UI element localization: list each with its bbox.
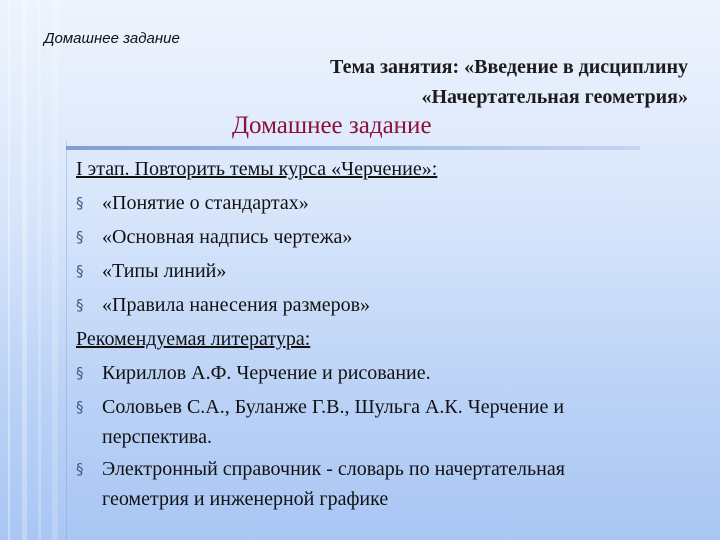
literature-item-text (102, 390, 696, 452)
decorative-stripe (66, 140, 67, 540)
literature-item (76, 452, 696, 514)
list-item-text: «Основная надпись чертежа» (102, 226, 353, 248)
square-bullet-icon: § (76, 262, 84, 280)
literature-item-line: геометрия и инженерной графике (102, 488, 389, 510)
list-item (76, 186, 696, 220)
decorative-stripe (8, 0, 10, 540)
content-body (76, 152, 696, 514)
list-item (76, 288, 696, 322)
literature-item-line: перспектива. (102, 426, 212, 448)
topic-line-2: «Начертательная геометрия» (421, 86, 688, 108)
decorative-stripe (22, 0, 27, 540)
list-item-text: «Правила нанесения размеров» (102, 294, 371, 316)
topic-heading (208, 52, 688, 112)
literature-item-text: Кириллов А.Ф. Черчение и рисование. (102, 362, 431, 384)
literature-item-line: Соловьев С.А., Буланже Г.В., Шульга А.К. Черчение и (102, 396, 565, 418)
section-title: Домашнее задание (232, 112, 432, 139)
list-item (76, 254, 696, 288)
literature-item-text (102, 452, 696, 514)
decorative-stripe (38, 0, 41, 540)
list-item-text: «Типы линий» (102, 260, 227, 282)
decorative-stripe (52, 0, 58, 540)
square-bullet-icon: § (76, 296, 84, 314)
square-bullet-icon: § (76, 228, 84, 246)
topic-line-1: Тема занятия: «Введение в дисциплину (330, 56, 688, 78)
literature-heading: Рекомендуемая литература: (76, 328, 311, 350)
square-bullet-icon: § (76, 194, 84, 212)
literature-item (76, 390, 696, 452)
square-bullet-icon: § (76, 364, 84, 382)
square-bullet-icon: § (76, 460, 84, 478)
list-item-text: «Понятие о стандартах» (102, 192, 309, 214)
literature-item (76, 356, 696, 390)
square-bullet-icon: § (76, 398, 84, 416)
title-divider (66, 146, 640, 150)
header-label: Домашнее задание (44, 30, 180, 47)
stage-heading: I этап. Повторить темы курса «Черчение»: (76, 158, 438, 180)
list-item (76, 220, 696, 254)
literature-item-line: Электронный справочник - словарь по начертательная (102, 458, 565, 480)
